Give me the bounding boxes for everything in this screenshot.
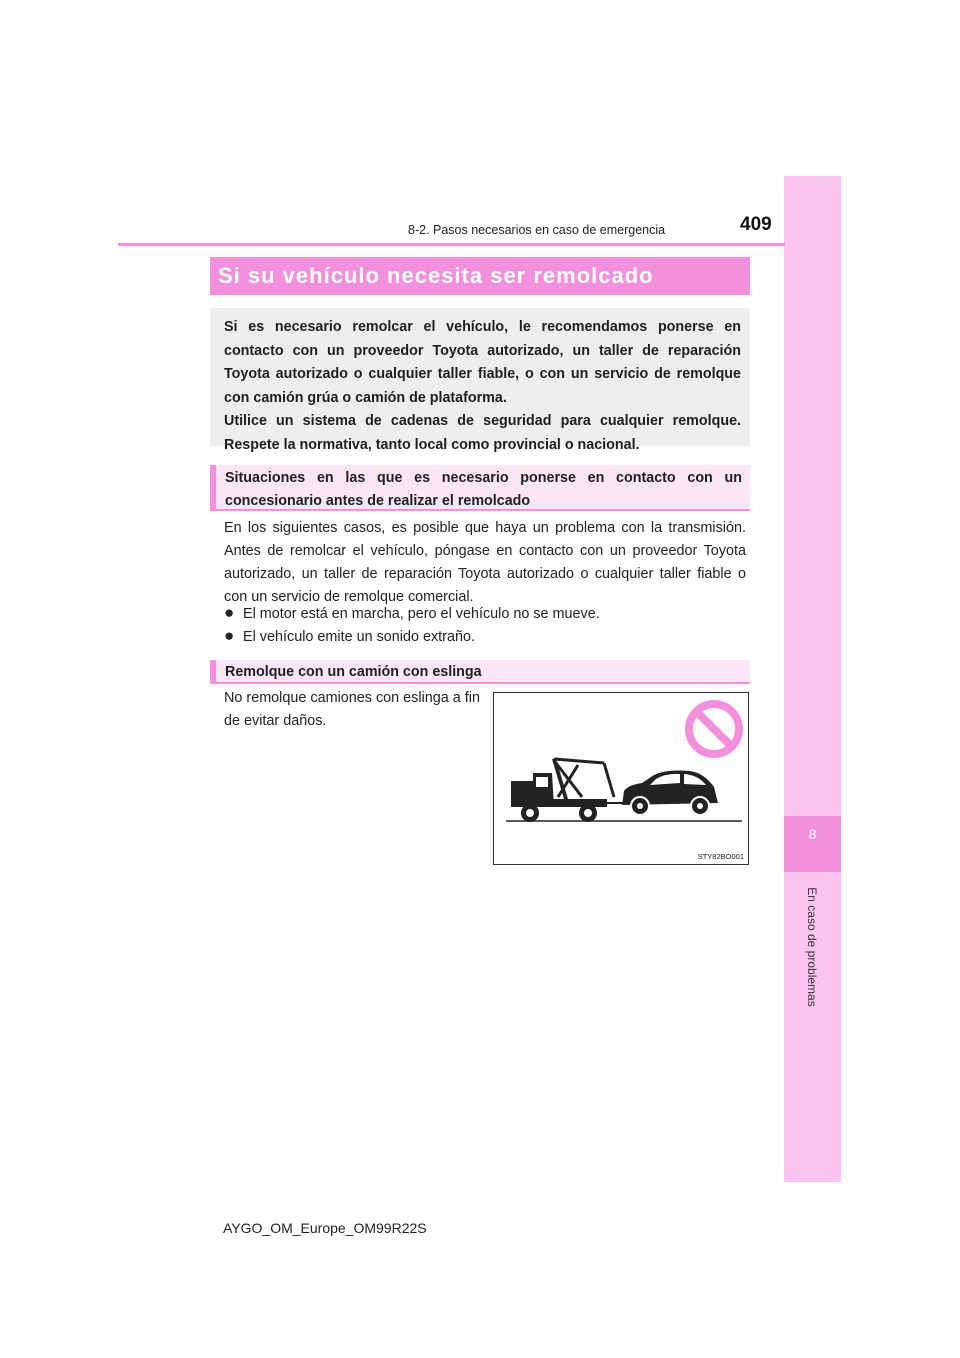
footer-doc-id: AYGO_OM_Europe_OM99R22S xyxy=(223,1220,427,1236)
figure-code: STY82BO001 xyxy=(697,852,744,861)
list-item xyxy=(224,603,600,624)
car-icon xyxy=(622,771,718,816)
list-item xyxy=(224,626,475,647)
chapter-number: 8 xyxy=(808,826,817,842)
intro-paragraph-1: Si es necesario remolcar el vehículo, le recomendamos ponerse en contacto con un proveedor Toyota autorizado, un taller de reparación Toyota autorizado o cualquier taller fiable, o con un servicio de remolque con camión grúa o camión de plataforma. xyxy=(224,319,741,406)
chapter-label: En caso de problemas xyxy=(805,887,819,1007)
page-number: 409 xyxy=(740,214,772,235)
list-item-text: El motor está en marcha, pero el vehículo no se mueve. xyxy=(243,606,600,622)
list-item-text: El vehículo emite un sonido extraño. xyxy=(243,629,475,645)
running-header: 8-2. Pasos necesarios en caso de emergencia xyxy=(408,223,666,237)
tow-truck-icon xyxy=(511,759,626,822)
dealer-contact-body: En los siguientes casos, es posible que haya un problema con la transmisión. Antes de remolcar el vehículo, póngase en contacto con un proveedor Toyota autorizado, un taller de reparación Toyota autorizado o cualquier taller fiable o con un servicio de remolque comercial. xyxy=(224,520,746,605)
subheading-dealer-contact: Situaciones en las que es necesario ponerse en contacto con un concesionario antes de realizar el remolcado xyxy=(210,465,750,511)
page-title: Si su vehículo necesita ser remolcado xyxy=(210,257,750,295)
side-chapter-tab xyxy=(784,176,841,1182)
header-rule xyxy=(118,243,785,246)
bullet-icon: ● xyxy=(224,626,235,645)
side-chapter-marker xyxy=(784,816,841,872)
sling-truck-body: No remolque camiones con eslinga a fin de evitar daños. xyxy=(224,690,480,729)
tow-truck-illustration xyxy=(494,693,748,864)
subheading-sling-truck: Remolque con un camión con eslinga xyxy=(210,660,750,684)
prohibition-icon xyxy=(689,704,739,754)
towing-illustration xyxy=(493,692,749,865)
intro-box xyxy=(210,308,750,453)
bullet-icon: ● xyxy=(224,603,235,622)
intro-paragraph-2: Utilice un sistema de cadenas de seguridad para cualquier remolque. Respete la normativa, tanto local como provincial o nacional. xyxy=(224,413,741,453)
